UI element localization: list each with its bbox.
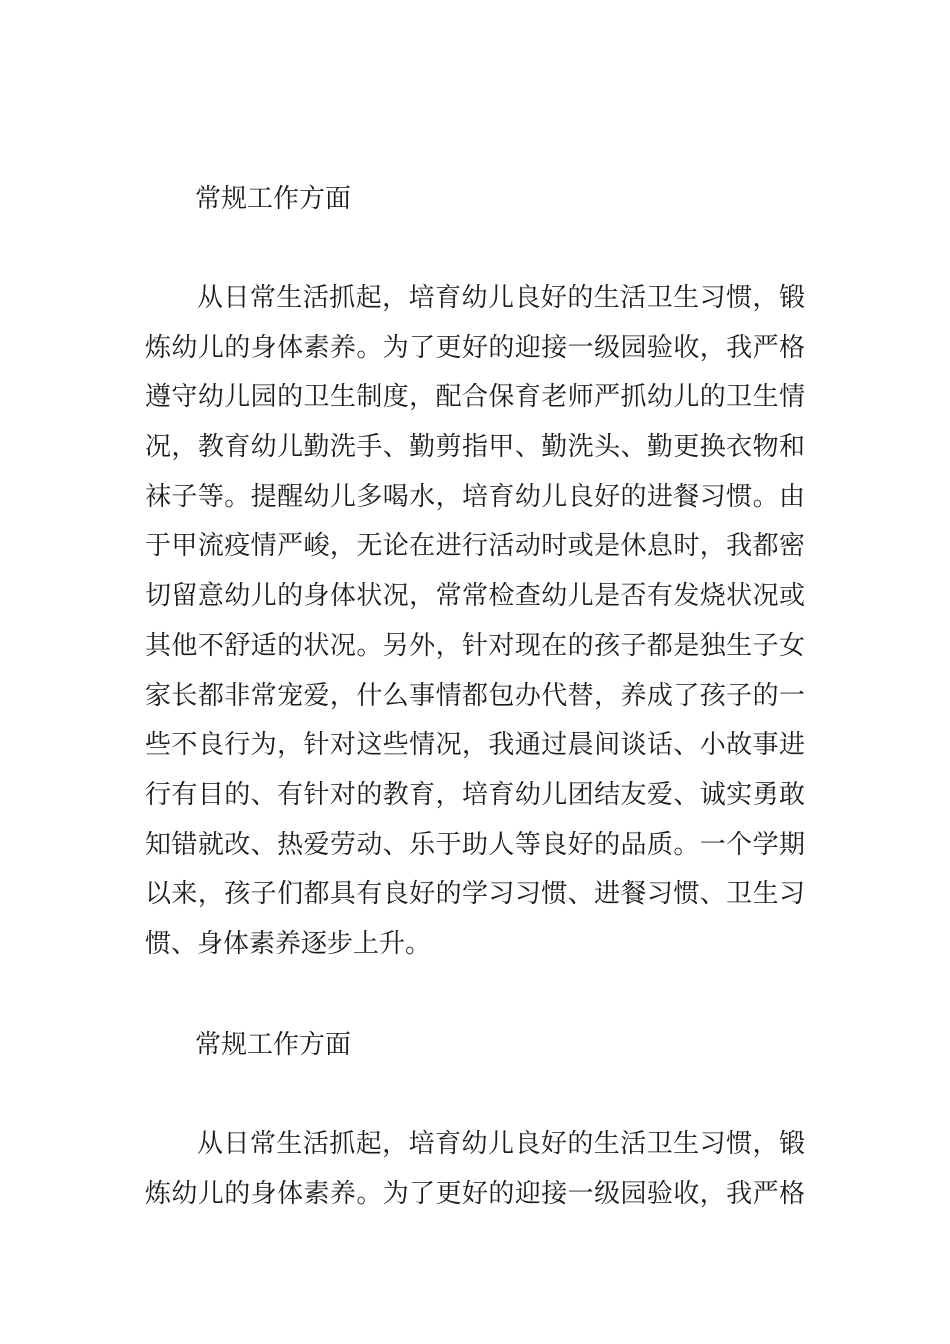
paragraph-line: 惯、身体素养逐步上升。 — [145, 928, 432, 959]
paragraph-line: 以来，孩子们都具有良好的学习习惯、进餐习惯、卫生习 — [145, 879, 805, 910]
paragraph-line: 于甲流疫情严峻，无论在进行活动时或是休息时，我都密 — [145, 531, 805, 562]
paragraph-line: 况，教育幼儿勤洗手、勤剪指甲、勤洗头、勤更换衣物和 — [145, 432, 805, 463]
paragraph-line: 遵守幼儿园的卫生制度，配合保育老师严抓幼儿的卫生情 — [145, 382, 805, 413]
paragraph-line: 从日常生活抓起，培育幼儿良好的生活卫生习惯，锻 — [197, 1129, 805, 1159]
paragraph-line: 炼幼儿的身体素养。为了更好的迎接一级园验收，我严格 — [145, 1178, 805, 1209]
paragraph-line: 家长都非常宠爱，什么事情都包办代替，养成了孩子的一 — [145, 680, 805, 711]
paragraph-line: 切留意幼儿的身体状况，常常检查幼儿是否有发烧状况或 — [145, 581, 805, 612]
paragraph-line: 知错就改、热爱劳动、乐于助人等良好的品质。一个学期 — [145, 829, 805, 860]
paragraph-line: 行有目的、有针对的教育，培育幼儿团结友爱、诚实勇敢 — [145, 779, 805, 810]
section-heading: 常规工作方面 — [195, 1030, 352, 1060]
section-paragraph — [145, 1120, 805, 1219]
paragraph-line: 些不良行为，针对这些情况，我通过晨间谈话、小故事进 — [145, 730, 805, 761]
paragraph-line: 其他不舒适的状况。另外，针对现在的孩子都是独生子女 — [145, 630, 805, 661]
section-paragraph — [145, 274, 805, 970]
section-heading: 常规工作方面 — [195, 184, 352, 214]
paragraph-line: 炼幼儿的身体素养。为了更好的迎接一级园验收，我严格 — [145, 332, 805, 363]
paragraph-line: 袜子等。提醒幼儿多喝水，培育幼儿良好的进餐习惯。由 — [145, 481, 805, 512]
paragraph-line: 从日常生活抓起，培育幼儿良好的生活卫生习惯，锻 — [197, 283, 805, 313]
